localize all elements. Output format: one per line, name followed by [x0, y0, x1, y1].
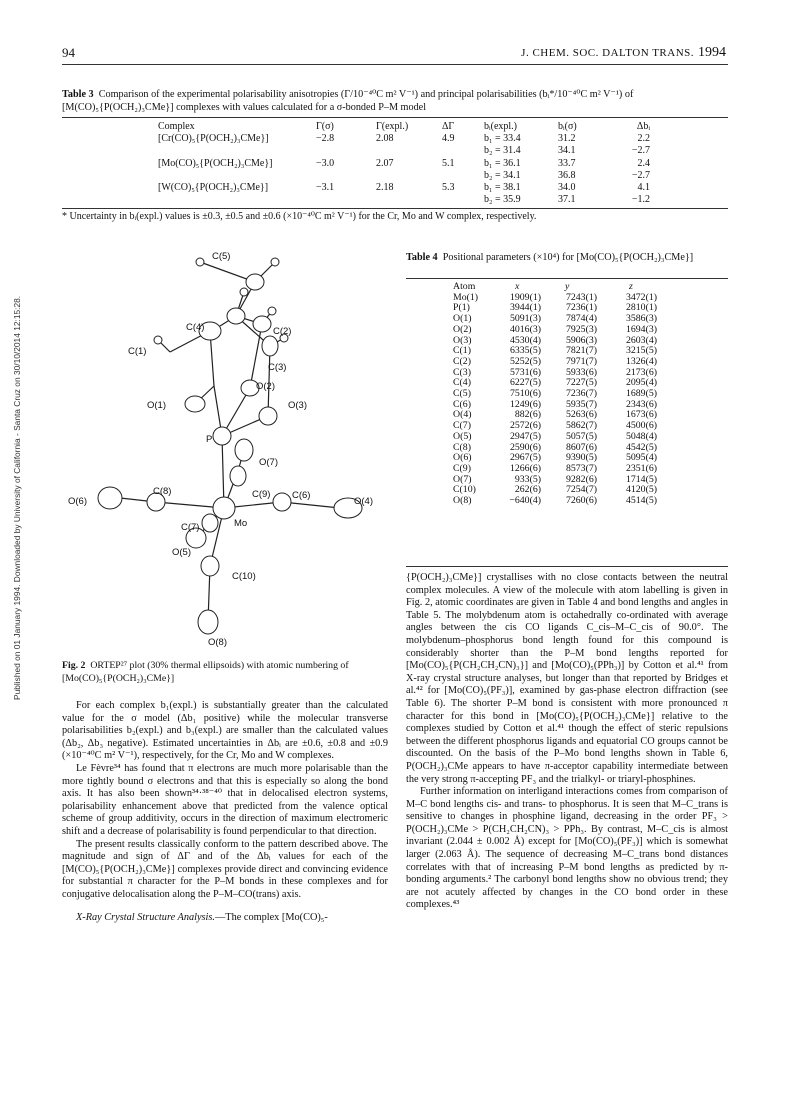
table-cell: O(6): [453, 452, 472, 464]
journal-header: [521, 45, 726, 61]
table-cell: 36.8: [558, 169, 576, 181]
c10-atom: [201, 556, 219, 576]
table-cell: 1266(6): [509, 462, 541, 474]
paragraph: Le Fèvre³⁴ has found that π electrons are much more polarisable than the more tightly bound σ electrons and that this is especially so along the bond axis. It has also been shown³⁴·³⁸⁻⁴⁰ that in delocalised electron systems, polarisability enhancement above that predicted from the valence optical scheme of group additivity, occurs in the direction of maximum electromeric shift and a decrease of polarisability is found perpendicular to that direction.: [62, 762, 388, 837]
table-cell: 7510(6): [509, 388, 541, 400]
table3-header-row: [158, 121, 650, 133]
table-cell: C(1): [453, 345, 471, 357]
table-row: [158, 182, 650, 194]
table-cell: 5.3: [442, 182, 455, 194]
paragraph: Further information on interligand interactions comes from comparison of M–C bond lengths cis- and trans- to phosphorus. It is seen that M–C_trans is sensitive to changes in phosphine ligand, decreasing in the order PF₃ > P(OCH₂)₃CMe > P(CH₂CH₂CN)₃ > PPh₃. By contrast, M–C_cis is almost invariant (2.044 ± 0.002 Å) except for [Mo(CO)₅(PF₃)] which is somewhat larger (2.063 Å). The sequence of decreasing M–C_trans bond distances correlates with that of increasing P–M bond lengths as predicted by π-bonding arguments.² The carbonyl bond lengths show no obvious trend; they are not acutely affected by changes in the CO bond order in these complexes.⁴³: [406, 786, 728, 911]
table-row: [453, 325, 671, 336]
table-cell: 8607(6): [565, 441, 597, 453]
table-cell: −3.1: [316, 182, 335, 194]
label-c2: C(2): [273, 326, 292, 337]
mo-atom: [213, 497, 235, 519]
table-cell: −2.8: [316, 133, 335, 145]
table-cell: 1673(6): [625, 409, 657, 421]
table-row: [453, 432, 671, 443]
table-cell: 3944(1): [509, 302, 541, 314]
table3-header-cell: bᵢ(expl.): [484, 121, 518, 132]
table-cell: [158, 194, 316, 206]
table-cell: 3586(3): [625, 313, 657, 325]
table-cell: b₂ = 31.4: [484, 145, 521, 157]
label-c6: C(6): [292, 490, 311, 501]
c5-atom: [246, 274, 264, 290]
table4-body: [453, 293, 671, 507]
table-cell: 1694(3): [625, 323, 657, 335]
table-cell: 2.4: [637, 157, 650, 169]
table-cell: 34.1: [558, 145, 576, 157]
table-cell: 5933(6): [565, 366, 597, 378]
table-cell: C(9): [453, 462, 471, 474]
table-cell: [316, 170, 376, 182]
table-cell: 4500(6): [625, 420, 657, 432]
label-c8: C(8): [153, 486, 172, 497]
label-p: P: [206, 434, 213, 445]
c3-atom: [262, 336, 278, 356]
table-cell: 31.2: [558, 133, 576, 145]
table-cell: 7821(7): [565, 345, 597, 357]
label-c7: C(7): [181, 522, 200, 533]
table-cell: O(8): [453, 495, 472, 507]
c9-atom: [230, 466, 246, 486]
table-cell: Mo(1): [453, 291, 479, 303]
table-cell: b₁ = 36.1: [484, 157, 521, 169]
h-atom: [196, 258, 204, 266]
table-row: [158, 170, 650, 182]
table-cell: [W(CO)₅{P(OCH₂)₃CMe}]: [158, 182, 269, 194]
table-cell: b₂ = 35.9: [484, 194, 521, 206]
table-cell: 2.07: [376, 157, 394, 169]
table4-top-rule: [406, 278, 728, 279]
table-cell: 2.2: [637, 133, 650, 145]
c6-atom: [273, 493, 291, 511]
table-row: [158, 145, 650, 157]
table-cell: [376, 194, 442, 206]
paragraph: {P(OCH₂)₃CMe}] crystallises with no close contacts between the neutral complex molecules. A view of the molecule with atom labelling is given in Fig. 2, atomic coordinates are given in Table 4 and bond lengths and angles in Table 5. The molybdenum atom is octahedrally co-ordinated with average angles between the cis CO ligands C_cis–M–C_cis of 90.0°. The molybdenum–phosphorus bond length found for this compound is considerably shorter than the P–M bond lengths reported for [Mo(CO)₅{P(CH₂CH₂CN)₃}] and [Mo(CO)₅(PPh₃)] by Cotton et al.⁴¹ from X-ray crystal structure analyses, but longer than that reported by Bridges et al.⁴² for [Mo(CO)₅(PF₃)], examined by gas-phase electron diffraction (see Table 6). The shorter P–M bond is consistent with more pronounced π character for this bond in [Mo(CO)₅{P(OCH₂)₃CMe}] relative to the complexes studied by Cotton et al.⁴¹ though the effect of steric repulsions between the different phosphorus ligands and equatorial CO groups cannot be discounted. On the basis of the P–Mo bond lengths shown in Table 6, P(OCH₂)₃CMe appears to have π-acceptor capability intermediate between the very strong π-accepting PF₃ and the trialkyl- or triaryl-phosphines.: [406, 572, 728, 785]
table-cell: C(7): [453, 420, 471, 432]
h-atom: [240, 288, 248, 296]
table-cell: [376, 170, 442, 182]
table3-caption: [62, 89, 728, 114]
label-o3: O(3): [288, 400, 307, 411]
table-cell: 2351(6): [625, 462, 657, 474]
table-cell: 4514(5): [625, 495, 657, 507]
table3-header-cell: Γ(expl.): [376, 121, 409, 132]
table-cell: O(7): [453, 473, 472, 485]
table-cell: C(8): [453, 441, 471, 453]
label-o6: O(6): [68, 496, 87, 507]
table-cell: 2.08: [376, 133, 394, 145]
paragraph: For each complex b₁(expl.) is substantially greater than the calculated value for the σ model (Δb₁ positive) while the molecular transverse polarisabilities b₂(expl.) and b₃(expl.) are smaller than the calculated values (Δb₂, Δb₃ negative). Estimated uncertainties in Δbᵢ are ±0.6, ±0.8 and ±0.9 (×10⁻⁴⁰C m² V⁻¹), respectively, for the Cr, Mo and W complexes.: [62, 700, 388, 762]
o3-atom: [259, 407, 277, 425]
table-cell: O(5): [453, 430, 472, 442]
table-cell: 262(6): [514, 484, 541, 496]
table-cell: 5862(7): [565, 420, 597, 432]
table-cell: b₁ = 38.1: [484, 182, 521, 194]
table-row: [453, 496, 671, 507]
table-row: [158, 158, 650, 170]
label-c3: C(3): [268, 362, 287, 373]
sidebar-text: Published on 01 January 1994. Downloaded by University of California - Santa Cruz on 30/10/2014 12:15:28.: [12, 295, 22, 700]
table4-bottom-rule: [406, 566, 728, 567]
table-cell: 2572(6): [509, 420, 541, 432]
table-cell: 6335(5): [509, 345, 541, 357]
table-cell: O(2): [453, 323, 472, 335]
table-cell: 5057(5): [565, 430, 597, 442]
header-rule: [62, 64, 728, 65]
table-cell: [158, 170, 316, 182]
table-cell: 5263(6): [565, 409, 597, 421]
label-o8: O(8): [208, 637, 227, 648]
table3-header-cell: Complex: [158, 121, 195, 132]
table3-footnote: * Uncertainty in bᵢ(expl.) values is ±0.3, ±0.5 and ±0.6 (×10⁻⁴⁰C m² V⁻¹) for the Cr, Mo and W complex, respectively.: [62, 211, 537, 222]
table-cell: 2967(5): [509, 452, 541, 464]
journal-name: J. CHEM. SOC. DALTON TRANS.: [521, 47, 694, 59]
table-cell: [Cr(CO)₅{P(OCH₂)₃CMe}]: [158, 133, 269, 145]
o7-atom: [235, 439, 253, 461]
figure2-label: Fig. 2: [62, 660, 86, 671]
table-cell: 7260(6): [565, 495, 597, 507]
page-number: 94: [62, 45, 75, 60]
table-cell: 2343(6): [625, 398, 657, 410]
table-cell: 4120(5): [625, 484, 657, 496]
table-cell: 7254(7): [565, 484, 597, 496]
table-cell: 4.9: [442, 133, 455, 145]
label-c9: C(9): [252, 489, 271, 500]
table-cell: O(4): [453, 409, 472, 421]
table-cell: O(3): [453, 334, 472, 346]
table-cell: 5095(4): [625, 452, 657, 464]
paragraph-text: —The complex [Mo(CO)₅-: [215, 911, 328, 923]
table-cell: b₁ = 33.4: [484, 133, 521, 145]
c2-atom: [253, 316, 271, 332]
table-cell: −640(4): [509, 495, 541, 507]
table3-top-rule: [62, 117, 728, 118]
c4-atom: [227, 308, 245, 324]
table-cell: 9282(6): [565, 473, 597, 485]
table-cell: 5731(6): [509, 366, 541, 378]
table4-label: Table 4: [406, 252, 438, 263]
figure2-caption-text: ORTEP²⁷ plot (30% thermal ellipsoids) with atomic numbering of [Mo(CO)₅{P(OCH₂)₃CMe}]: [62, 660, 349, 684]
table-cell: b₂ = 34.1: [484, 169, 521, 181]
table-cell: 34.0: [558, 182, 576, 194]
h-atom: [268, 307, 276, 315]
label-mo: Mo: [234, 518, 248, 529]
table-cell: [442, 145, 484, 157]
left-column-text: [62, 700, 388, 924]
table-cell: 5048(4): [625, 430, 657, 442]
table-cell: 7874(4): [565, 313, 597, 325]
table-cell: 5935(7): [565, 398, 597, 410]
label-o7: O(7): [259, 457, 278, 468]
table-cell: C(10): [453, 484, 476, 496]
table-cell: 5906(3): [565, 334, 597, 346]
table-cell: 2095(4): [625, 377, 657, 389]
table-cell: 6227(5): [509, 377, 541, 389]
table3-label: Table 3: [62, 89, 94, 100]
table-cell: [376, 145, 442, 157]
table4-header-cell: Atom: [453, 281, 476, 292]
h-atom: [154, 336, 162, 344]
table-cell: [Mo(CO)₅{P(OCH₂)₃CMe}]: [158, 157, 273, 169]
table4-header-cell: x: [515, 281, 520, 292]
table3-caption-text: Comparison of the experimental polarisability anisotropies (Γ/10⁻⁴⁰C m² V⁻¹) and principal polarisabilities (bᵢ*/10⁻⁴⁰C m² V⁻¹) of [M(CO)₅{P(OCH₂)₃CMe}] complexes with values calculated for a σ-bonded P–M model: [62, 89, 634, 113]
paragraph: [62, 912, 388, 925]
table-cell: 1326(4): [625, 355, 657, 367]
table4-header-cell: z: [629, 281, 633, 292]
table-cell: [316, 145, 376, 157]
paragraph: The present results classically conform to the pattern described above. The magnitude and sign of ΔΓ and of the Δbᵢ values for each of the [M(CO)₅{P(OCH₂)₃CMe}] complexes provide direct and convincing evidence for substantial π character for the P–M bonds in these complexes and for conjugative delocalisation along the P–M–CO(trans) axis.: [62, 838, 388, 900]
label-o2: O(2): [256, 381, 275, 392]
label-o1: O(1): [147, 400, 166, 411]
o6-atom: [98, 487, 122, 509]
table-cell: 3215(5): [625, 345, 657, 357]
table-cell: 1689(5): [625, 388, 657, 400]
table4-caption: [406, 252, 728, 265]
table3-header-cell: ΔΓ: [442, 121, 455, 132]
label-o5: O(5): [172, 547, 191, 558]
c7-atom: [202, 514, 218, 532]
ortep-figure: [60, 236, 390, 656]
table-cell: −2.7: [631, 169, 650, 181]
table-cell: [442, 194, 484, 206]
table-cell: 1909(1): [509, 291, 541, 303]
h-atom: [271, 258, 279, 266]
table-cell: 7925(3): [565, 323, 597, 335]
table-cell: 4542(5): [625, 441, 657, 453]
table-cell: 882(6): [514, 409, 541, 421]
figure2-caption: [62, 660, 388, 685]
label-c1: C(1): [128, 346, 147, 357]
label-c5: C(5): [212, 251, 231, 262]
table-cell: 933(5): [514, 473, 541, 485]
table3-bottom-rule: [62, 208, 728, 209]
table-cell: 1714(5): [625, 473, 657, 485]
label-o4: O(4): [354, 496, 373, 507]
table4-header-cell: y: [565, 281, 570, 292]
p-atom: [213, 427, 231, 445]
table4-caption-text: Positional parameters (×10⁴) for [Mo(CO)₅{P(OCH₂)₃CMe}]: [442, 252, 694, 263]
table-cell: 7236(1): [565, 302, 597, 314]
table3-header-cell: Δbᵢ: [636, 121, 650, 132]
table-cell: [442, 170, 484, 182]
table-cell: 7971(7): [565, 355, 597, 367]
table-cell: 5252(5): [509, 355, 541, 367]
table-cell: 4530(4): [509, 334, 541, 346]
table-cell: 7236(7): [565, 388, 597, 400]
table-cell: 2603(4): [625, 334, 657, 346]
table-cell: 7227(5): [565, 377, 597, 389]
label-c4: C(4): [186, 322, 205, 333]
table3-header-cell: Γ(σ): [316, 121, 334, 132]
table-cell: −1.2: [631, 194, 650, 206]
table-cell: O(1): [453, 313, 472, 325]
table-cell: 4016(3): [509, 323, 541, 335]
table-cell: C(6): [453, 398, 471, 410]
table-row: [158, 133, 650, 145]
table-cell: 5.1: [442, 157, 455, 169]
o8-atom: [198, 610, 218, 634]
journal-year: 1994: [698, 45, 726, 60]
table-cell: C(5): [453, 388, 471, 400]
table-cell: 2810(1): [625, 302, 657, 314]
atoms: [98, 258, 362, 634]
table4: [453, 282, 671, 507]
table3: [158, 121, 650, 206]
table-cell: 3472(1): [625, 291, 657, 303]
table-cell: 5091(3): [509, 313, 541, 325]
table-cell: 2.18: [376, 182, 394, 194]
table-cell: 4.1: [637, 182, 650, 194]
table3-header-cell: bᵢ(σ): [558, 121, 577, 132]
label-c10: C(10): [232, 571, 256, 582]
o1-atom: [185, 396, 205, 412]
table-cell: −3.0: [316, 157, 335, 169]
table-cell: [316, 194, 376, 206]
table-cell: C(3): [453, 366, 471, 378]
right-column-text: [406, 572, 728, 912]
table-cell: 1249(6): [509, 398, 541, 410]
table-row: [158, 194, 650, 206]
table-cell: 37.1: [558, 194, 576, 206]
table-cell: 2590(6): [509, 441, 541, 453]
table-cell: −2.7: [631, 145, 650, 157]
table-cell: 7243(1): [565, 291, 597, 303]
section-heading: X-Ray Crystal Structure Analysis.: [76, 911, 215, 923]
table-cell: C(2): [453, 355, 471, 367]
table-cell: P(1): [453, 302, 470, 314]
table-cell: 2947(5): [509, 430, 541, 442]
table-cell: 9390(5): [565, 452, 597, 464]
table-cell: 33.7: [558, 157, 576, 169]
table-cell: [158, 145, 316, 157]
table-cell: 8573(7): [565, 462, 597, 474]
table-cell: C(4): [453, 377, 471, 389]
table-cell: 2173(6): [625, 366, 657, 378]
download-sidebar: [0, 180, 22, 700]
